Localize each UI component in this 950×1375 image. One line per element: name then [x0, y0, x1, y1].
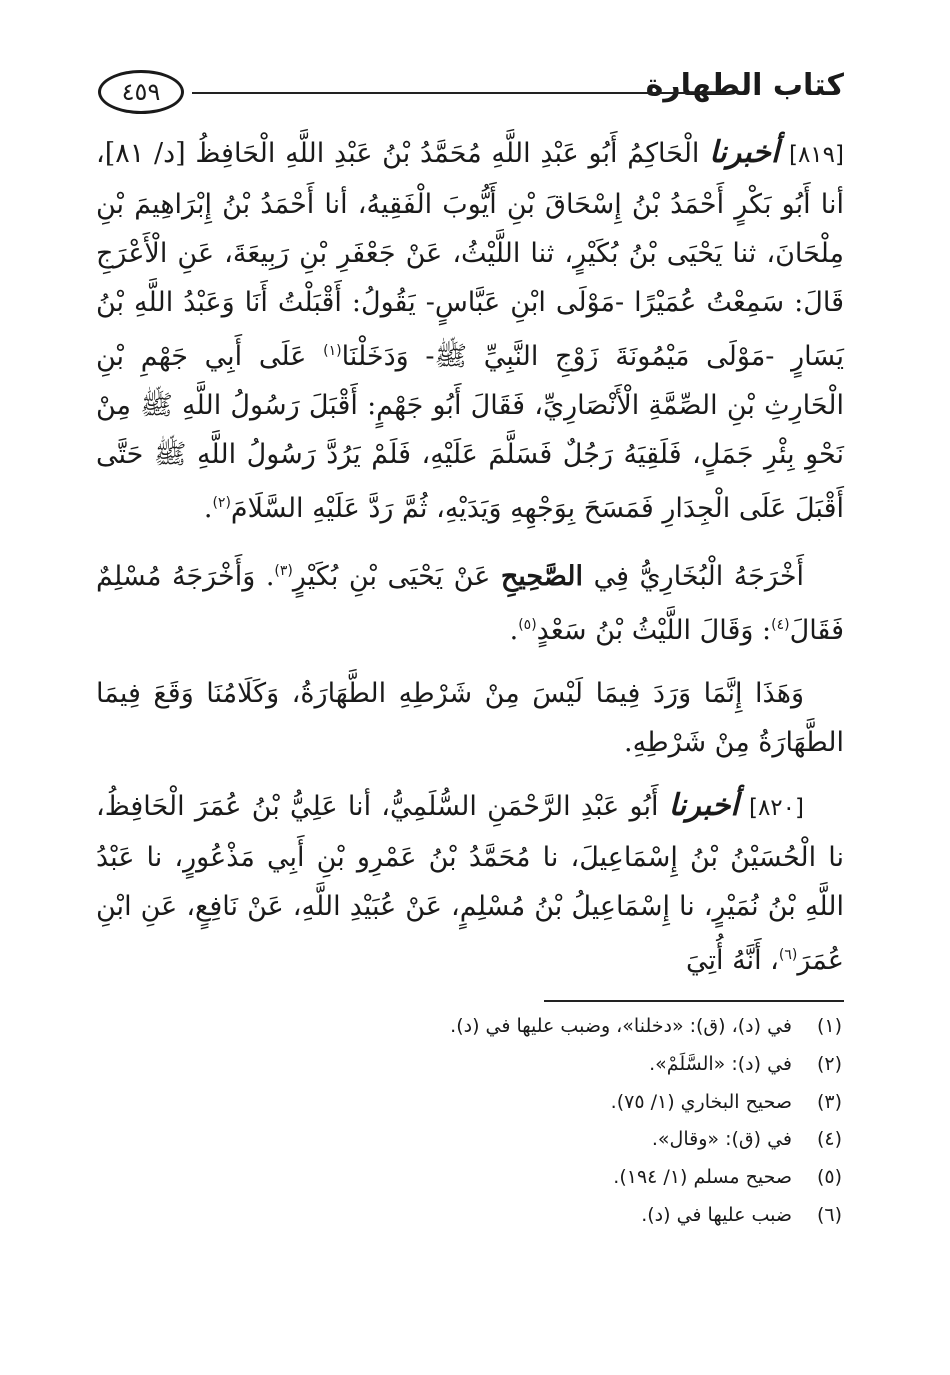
footnote-text: صحيح مسلم (١/ ١٩٤). [613, 1166, 792, 1189]
footnote-text: ضبب عليها في (د). [641, 1203, 792, 1226]
header-rule [192, 92, 732, 94]
book-page [96, 58, 844, 1348]
footnote-number: (٥) [816, 1166, 842, 1189]
footnote-number: (٢) [816, 1052, 842, 1075]
hadith-paragraph-819 [96, 128, 844, 533]
hadith-number: [٨١٩] [788, 142, 844, 168]
footnote-ref[interactable]: (٤) [771, 617, 790, 633]
footnote-item [142, 1159, 842, 1197]
paragraph-text: عَلَى أَبِي جَهْمِ بْنِ الْحَارِثِ بْنِ الصِّمَّةِ الْأَنْصَارِيِّ، فَقَالَ أَبُو جَهْمٍ: أَقْبَلَ رَسُولُ اللَّهِ ﷺ مِنْ نَحْوِ بِئْرِ جَمَلٍ، فَلَقِيَهُ رَجُلٌ فَسَلَّمَ عَلَيْهِ، فَلَمْ يَرُدَّ رَسُولُ اللَّهِ ﷺ حَتَّى أَقْبَلَ عَلَى الْجِدَارِ فَمَسَحَ بِوَجْهِهِ وَيَدَيْهِ، ثُمَّ رَدَّ عَلَيْهِ السَّلَامَ [96, 341, 844, 524]
running-title: كتاب الطهارة [645, 68, 844, 103]
paragraph-text: أَخْرَجَهُ الْبُخَارِيُّ فِي [593, 561, 805, 592]
main-text [96, 128, 844, 985]
paragraph-text: وَهَذَا إِنَّمَا وَرَدَ فِيمَا لَيْسَ مِنْ شَرْطِهِ الطَّهَارَةُ، وَكَلَامُنَا وَقَعَ فِيمَا الطَّهَارَةُ مِنْ شَرْطِهِ. [96, 678, 844, 758]
footnote-item [142, 1008, 842, 1046]
commentary-paragraph [96, 669, 844, 767]
footnote-item [142, 1197, 842, 1235]
paragraph-text: عَنْ يَحْيَى بْنِ بُكَيْرٍ [292, 561, 491, 592]
footnote-ref[interactable]: (٥) [518, 617, 537, 633]
footnote-ref[interactable]: (٣) [274, 563, 293, 579]
footnote-ref[interactable]: (١) [323, 343, 342, 359]
footnote-number: (١) [816, 1015, 842, 1037]
paragraph-end: . [203, 493, 213, 524]
paragraph-text: : وَقَالَ اللَّيْثُ بْنُ سَعْدٍ [536, 615, 772, 646]
page-header [96, 58, 844, 122]
paragraph-text: أَبُو عَبْدِ الرَّحْمَنِ السُّلَمِيُّ، أنا عَلِيُّ بْنُ عُمَرَ الْحَافِظُ، نا الْحُسَيْنُ بْنُ إِسْمَاعِيلَ، نا مُحَمَّدُ بْنُ عَمْرِو بْنِ أَبِي مَذْعُورٍ، نا عَبْدُ اللَّهِ بْنُ نُمَيْرٍ، نا إِسْمَاعِيلُ بْنُ مُسْلِمٍ، عَنْ عُبَيْدِ اللَّهِ، عَنْ نَافِعٍ، عَنِ ابْنِ عُمَرَ [96, 791, 844, 976]
paragraph-text: . وَأَخْرَجَهُ مُسْلِمٌ فَقَالَ [96, 561, 844, 646]
footnote-number: (٦) [816, 1203, 842, 1226]
hadith-number: [٨٢٠] [748, 795, 804, 821]
footnote-item [142, 1084, 842, 1122]
footnote-ref[interactable]: (٢) [212, 495, 231, 511]
footnote-text: في (ق): «وقال». [651, 1128, 792, 1151]
akhbarana-keyword: أخبرنا [668, 788, 739, 823]
takhrij-paragraph [96, 547, 844, 655]
footnote-separator [544, 1000, 844, 1002]
footnote-number: (٤) [816, 1128, 842, 1151]
footnote-text: في (د)، (ق): «دخلنا»، وضبب عليها في (د). [450, 1015, 792, 1037]
paragraph-end: . [509, 615, 519, 646]
hadith-paragraph-820 [96, 781, 844, 985]
paragraph-text: ، أَنَّهُ أُتِيَ [686, 945, 779, 976]
footnote-ref[interactable]: (٦) [778, 947, 798, 963]
footnotes [142, 1008, 842, 1235]
footnote-number: (٣) [816, 1090, 842, 1113]
footnote-item [142, 1121, 842, 1159]
footnote-text: صحيح البخاري (١/ ٧٥). [610, 1090, 792, 1113]
footnote-item [142, 1046, 842, 1084]
paragraph-text: الْحَاكِمُ أَبُو عَبْدِ اللَّهِ مُحَمَّدُ بْنُ عَبْدِ اللَّهِ الْحَافِظُ [د/ ٨١]، أنا أَبُو بَكْرٍ أَحْمَدُ بْنُ إِسْحَاقَ بْنِ أَيُّوبَ الْفَقِيهُ، أنا أَحْمَدُ بْنُ إِبْرَاهِيمَ بْنِ مِلْحَانَ، ثنا يَحْيَى بْنُ بُكَيْرٍ، ثنا اللَّيْثُ، عَنْ جَعْفَرِ بْنِ رَبِيعَةَ، عَنِ الْأَعْرَجِ قَالَ: سَمِعْتُ عُمَيْرًا -مَوْلَى ابْنِ عَبَّاسٍ- يَقُولُ: أَقْبَلْتُ أَنَا وَعَبْدُ اللَّهِ بْنُ يَسَارٍ -مَوْلَى مَيْمُونَةَ زَوْجِ النَّبِيِّ ﷺ- وَدَخَلْنَا [96, 138, 844, 372]
sahih-title: الصَّحِيحِ [500, 561, 584, 592]
page-number: ٤٥٩ [98, 70, 184, 114]
footnote-text: في (د): «السَّلَمْ». [649, 1052, 792, 1075]
akhbarana-keyword: أخبرنا [709, 135, 780, 170]
